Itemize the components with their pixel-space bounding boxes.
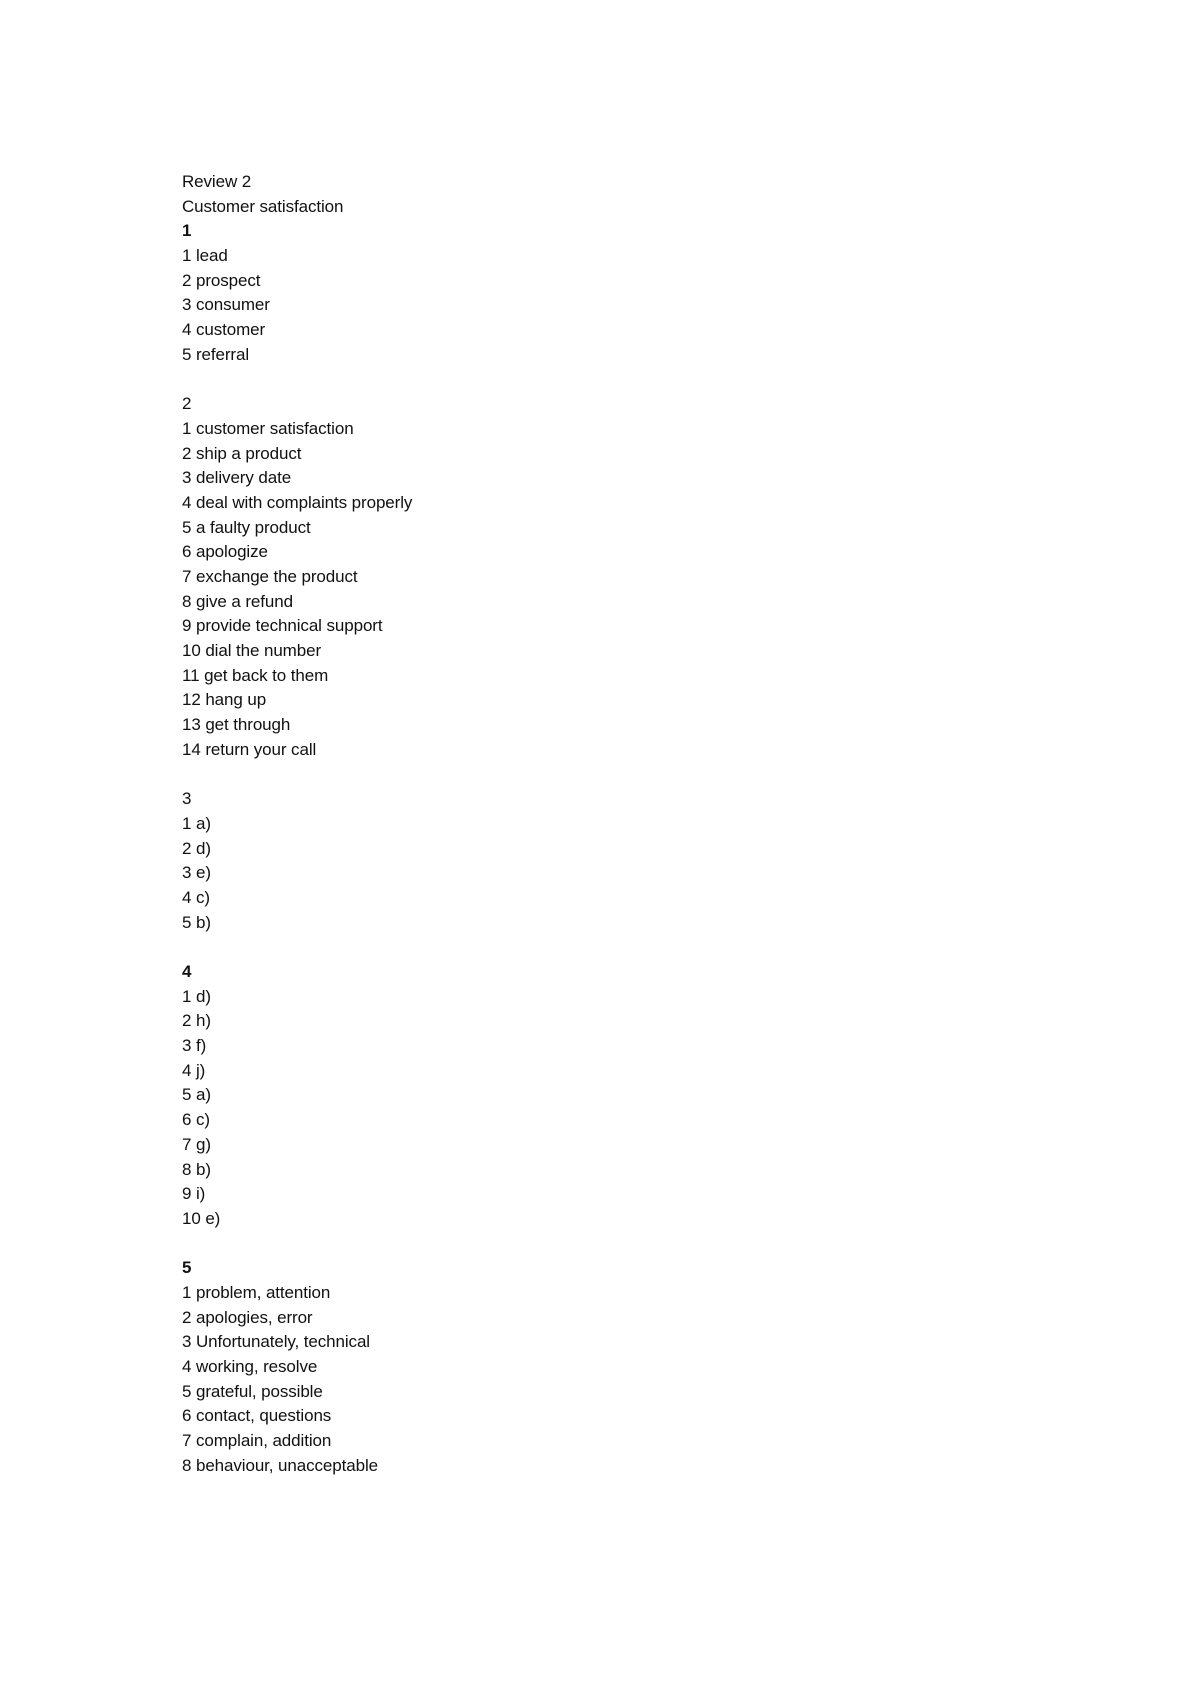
answer-item: 3 consumer: [182, 295, 270, 315]
answer-item: 8 give a refund: [182, 591, 293, 611]
answer-item: 1 a): [182, 813, 211, 833]
answer-item: 5 a faulty product: [182, 517, 311, 537]
answer-item: 1 d): [182, 986, 211, 1006]
answer-item: 3 f): [182, 1036, 207, 1056]
answer-item: 2 apologies, error: [182, 1307, 313, 1327]
answer-item: 5 a): [182, 1085, 211, 1105]
answer-item: 3 e): [182, 863, 211, 883]
answer-item: 2 prospect: [182, 270, 261, 290]
section-spacer: [182, 935, 982, 960]
answer-item: 6 c): [182, 1110, 210, 1130]
section-spacer: [182, 763, 982, 788]
answer-item: 3 delivery date: [182, 468, 292, 488]
answer-item: 7 g): [182, 1134, 211, 1154]
section-spacer: [182, 368, 982, 393]
section-heading: 3: [182, 789, 192, 809]
answer-item: 6 apologize: [182, 542, 268, 562]
answer-item: 10 e): [182, 1208, 221, 1228]
answer-item: 1 customer satisfaction: [182, 418, 354, 438]
answer-item: 8 behaviour, unacceptable: [182, 1455, 378, 1475]
answer-item: 5 grateful, possible: [182, 1381, 323, 1401]
answer-item: 12 hang up: [182, 690, 267, 710]
answer-key-content: [182, 170, 982, 1478]
answer-item: 6 contact, questions: [182, 1406, 332, 1426]
document-subtitle: Customer satisfaction: [182, 196, 344, 216]
answer-item: 5 referral: [182, 344, 250, 364]
answer-item: 4 customer: [182, 320, 266, 340]
section-4: [182, 960, 982, 1232]
answer-item: 9 provide technical support: [182, 616, 383, 636]
answer-item: 4 j): [182, 1060, 206, 1080]
section-2: [182, 392, 982, 762]
section-spacer: [182, 1232, 982, 1257]
answer-item: 2 d): [182, 838, 211, 858]
answer-item: 2 h): [182, 1011, 211, 1031]
section-5: [182, 1256, 982, 1478]
answer-item: 1 lead: [182, 246, 228, 266]
answer-item: 14 return your call: [182, 739, 317, 759]
answer-item: 3 Unfortunately, technical: [182, 1332, 370, 1352]
answer-item: 4 c): [182, 887, 210, 907]
answer-item: 13 get through: [182, 715, 291, 735]
answer-item: 1 problem, attention: [182, 1282, 331, 1302]
answer-item: 4 working, resolve: [182, 1357, 318, 1376]
answer-item: 7 complain, addition: [182, 1431, 332, 1451]
section-heading: 2: [182, 394, 192, 414]
section-heading: 1: [182, 221, 192, 241]
section-3: [182, 787, 982, 935]
answer-item: 11 get back to them: [182, 665, 329, 685]
answer-item: 7 exchange the product: [182, 567, 358, 586]
section-heading: 5: [182, 1258, 192, 1278]
answer-item: 9 i): [182, 1184, 206, 1204]
answer-item: 4 deal with complaints properly: [182, 492, 413, 512]
answer-item: 2 ship a product: [182, 443, 302, 463]
answer-item: 5 b): [182, 912, 211, 932]
section-1: [182, 219, 982, 367]
answer-item: 10 dial the number: [182, 641, 322, 661]
section-heading: 4: [182, 962, 192, 981]
answer-item: 8 b): [182, 1159, 211, 1179]
document-title: Review 2: [182, 172, 252, 191]
